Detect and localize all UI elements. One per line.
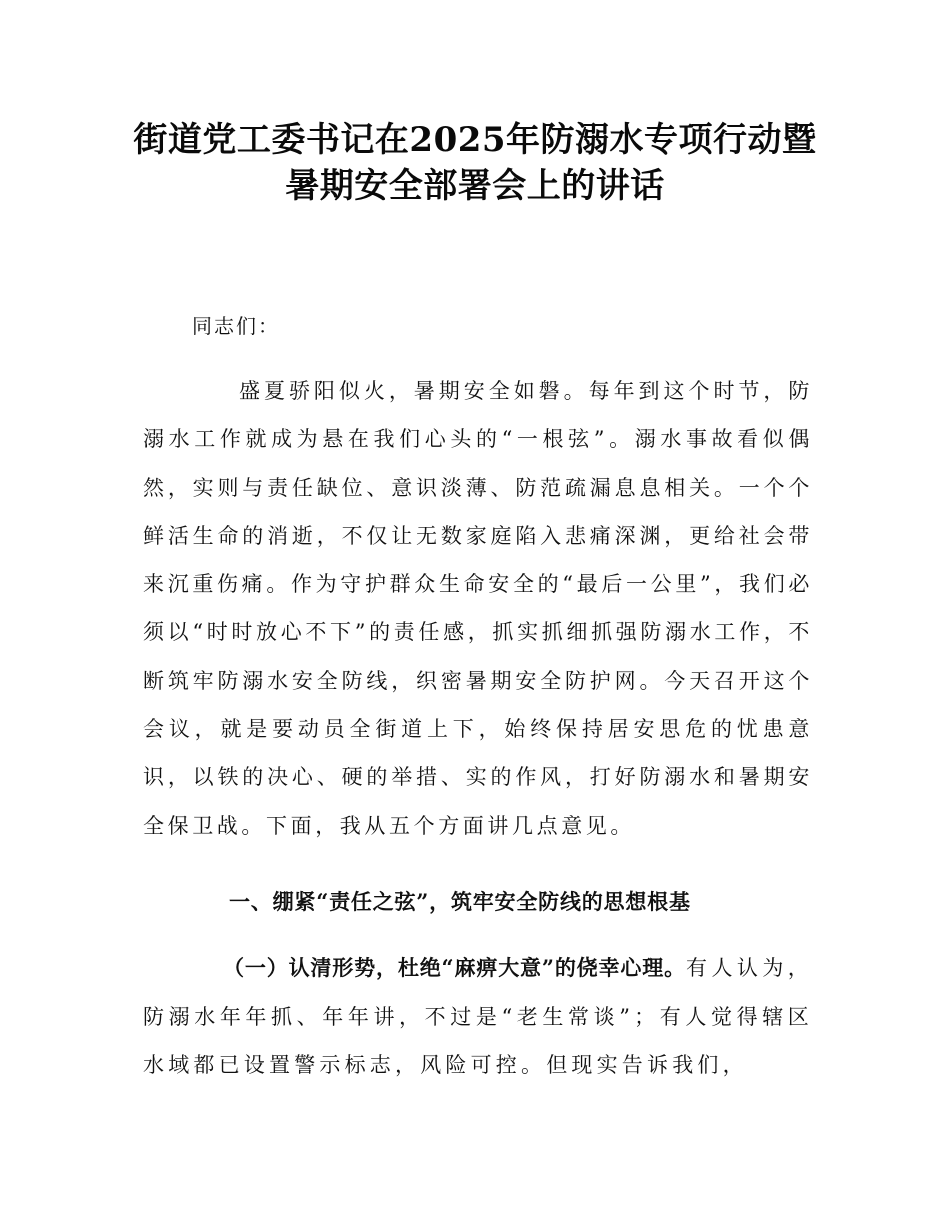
subsection-text: 有人认为，防溺水年年抓、年年讲，不过是“老生常谈”；有人觉得辖区水域都已设置警示标志，风险可控。但现实告诉我们， (143, 956, 814, 1078)
subsection-paragraph-1 (143, 944, 813, 1090)
document-title-line-2: 暑期安全部署会上的讲话 (285, 166, 665, 206)
subsection-lead: （一）认清形势，杜绝“麻痹大意”的侥幸心理。 (223, 955, 686, 980)
intro-paragraph: 盛夏骄阳似火，暑期安全如磐。每年到这个时节，防溺水工作就成为悬在我们心头的“一根弦”。溺水事故看似偶然，实则与责任缺位、意识淡薄、防范疏漏息息相关。一个个鲜活生命的消逝，不仅让无数家庭陷入悲痛深渊，更给社会带来沉重伤痛。作为守护群众生命安全的“最后一公里”，我们必须以“时时放心不下”的责任感，抓实抓细抓强防溺水工作，不断筑牢防溺水安全防线，织密暑期安全防护网。今天召开这个会议，就是要动员全街道上下，始终保持居安思危的忧患意识，以铁的决心、硬的举措、实的作风，打好防溺水和暑期安全保卫战。下面，我从五个方面讲几点意见。 (143, 379, 813, 838)
section-heading-1: 一、绷紧“责任之弦”，筑牢安全防线的思想根基 (229, 889, 691, 914)
document-title-line-1: 街道党工委书记在2025年防溺水专项行动暨 (133, 120, 817, 160)
salutation: 同志们： (192, 314, 280, 338)
